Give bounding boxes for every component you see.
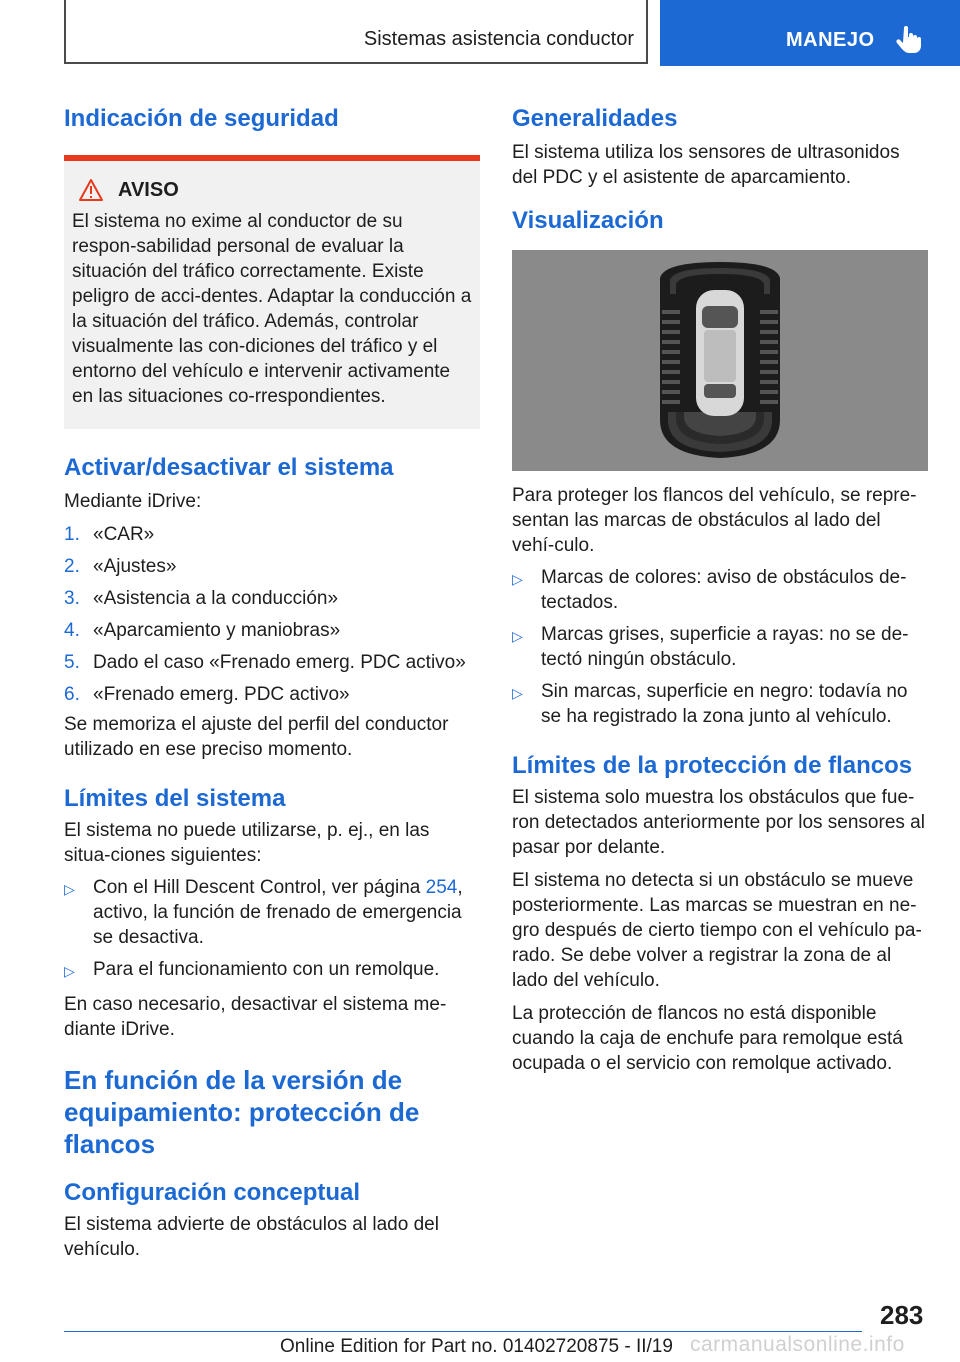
- triangle-bullet-icon: ▷: [64, 881, 75, 897]
- left-column: [64, 96, 480, 1262]
- header-section-box: [64, 0, 648, 64]
- warning-box: [64, 161, 480, 429]
- triangle-bullet-icon: ▷: [512, 685, 523, 701]
- warning-triangle-icon: [78, 178, 104, 202]
- limits-list: [64, 875, 480, 984]
- flank-paragraph-1: El sistema solo muestra los obstáculos que fue-ron detectados anteriormente por los sensores al pasar por delante.: [512, 787, 925, 858]
- edition-text: Online Edition for Part no. 01402720875 - II/19: [280, 1336, 673, 1357]
- display-heading: Visualización: [512, 207, 664, 234]
- warning-label: AVISO: [118, 178, 179, 201]
- flank-paragraph-3: La protección de flancos no está disponible cuando la caja de enchufe para remolque está ocupada o el servicio con remolque activado.: [512, 1003, 903, 1074]
- list-item: 4. «Aparcamiento y maniobras»: [64, 620, 341, 641]
- concept-heading: Configuración conceptual: [64, 1179, 361, 1206]
- list-item: ▷ Sin marcas, superficie en negro: todavía no se ha registrado la zona junto al vehículo.: [512, 681, 908, 727]
- concept-text: El sistema advierte de obstáculos al lado del vehículo.: [64, 1214, 439, 1260]
- list-item: ▷ Con el Hill Descent Control, ver página 254, activo, la función de frenado de emergencia se desactiva.: [64, 877, 463, 948]
- section-title: Sistemas asistencia conductor: [363, 28, 634, 50]
- warning-text: El sistema no exime al conductor de su respon-sabilidad personal de evaluar la situación del tráfico correctamente. Existe peligro de acci-dentes. Adaptar la conducción a la situación del tráfico. Además, controlar visualmente las con-diciones del tráfico y el entorno del vehículo e intervenir activamente en las situaciones co-rrespondientes.: [72, 211, 472, 407]
- activate-intro: Mediante iDrive:: [64, 491, 202, 512]
- page-link[interactable]: 254: [425, 877, 458, 898]
- page-number: 283: [880, 1300, 924, 1330]
- list-item: 1. «CAR»: [64, 524, 155, 545]
- parking-sensor-graphic: [512, 250, 928, 471]
- general-heading: Generalidades: [512, 105, 678, 132]
- chapter-tab-label: MANEJO: [786, 29, 875, 51]
- limits-intro: El sistema no puede utilizarse, p. ej., en las situa-ciones siguientes:: [64, 820, 430, 866]
- list-item: ▷ Marcas de colores: aviso de obstáculos de-tectados.: [512, 567, 907, 613]
- hand-pointer-icon: [896, 26, 922, 54]
- triangle-bullet-icon: ▷: [64, 963, 75, 979]
- footer-rule: [64, 1331, 862, 1332]
- memo-text: Se memoriza el ajuste del perfil del conductor utilizado en ese preciso momento.: [64, 714, 449, 760]
- marks-list: [512, 565, 928, 729]
- triangle-bullet-icon: ▷: [512, 571, 523, 587]
- parking-display-image: [512, 250, 928, 471]
- limits-heading: Límites del sistema: [64, 785, 286, 812]
- chapter-tab[interactable]: [660, 0, 960, 66]
- list-item: 2. «Ajustes»: [64, 556, 177, 577]
- list-item: ▷ Marcas grises, superficie a rayas: no se de-tectó ningún obstáculo.: [512, 624, 909, 670]
- list-item: 5. Dado el caso «Frenado emerg. PDC activo»: [64, 652, 466, 673]
- figure-caption: Para proteger los flancos del vehículo, se repre-sentan las marcas de obstáculos al lado del vehí-culo.: [512, 485, 917, 556]
- list-item: ▷ Para el funcionamiento con un remolque.: [64, 957, 480, 984]
- list-item: 6. «Frenado emerg. PDC activo»: [64, 684, 350, 705]
- flank-paragraph-2: El sistema no detecta si un obstáculo se mueve posteriormente. Las marcas se muestran en ne-gro después de cierto tiempo con el vehículo pa-rado. Se debe volver a registrar la zona de al lado del vehículo.: [512, 870, 922, 991]
- equipment-heading: En función de la versión de equipamiento: protección de flancos: [64, 1065, 420, 1159]
- limits-note: En caso necesario, desactivar el sistema me-diante iDrive.: [64, 994, 447, 1040]
- general-text: El sistema utiliza los sensores de ultrasonidos del PDC y el asistente de aparcamiento.: [512, 142, 900, 188]
- safety-heading: Indicación de seguridad: [64, 105, 339, 132]
- triangle-bullet-icon: ▷: [512, 628, 523, 644]
- right-column: [512, 96, 928, 1076]
- activate-heading: Activar/desactivar el sistema: [64, 454, 394, 481]
- list-item: 3. «Asistencia a la conducción»: [64, 588, 339, 609]
- steps-list: [64, 522, 480, 707]
- flank-limits-heading: Límites de la protección de flancos: [512, 752, 913, 779]
- watermark-logo: carmanualsonline.info: [690, 1333, 905, 1356]
